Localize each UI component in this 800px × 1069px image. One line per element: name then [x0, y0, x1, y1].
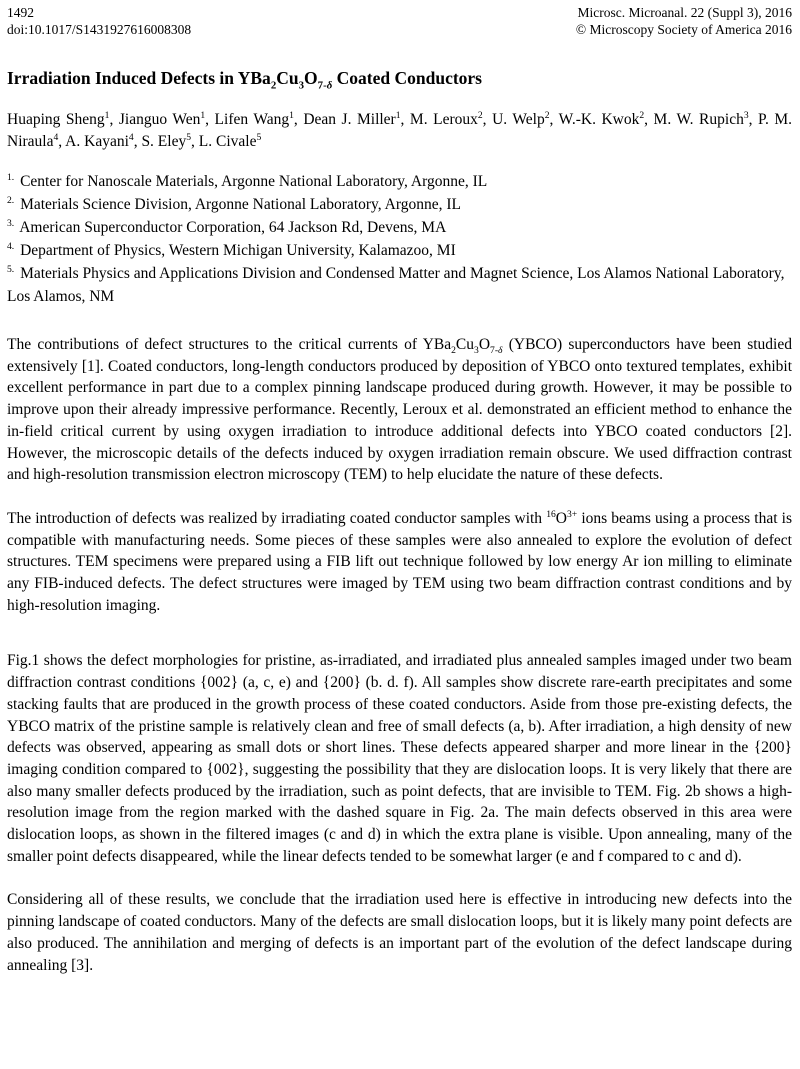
- affiliation-marker: 3.: [7, 217, 15, 229]
- paragraph-4: Considering all of these results, we conclude that the irradiation used here is effective in introducing new defects into the pinning landscape of coated conductors. Many of the defects are small dislocation loops, but it is likely many point defects are also produced. The annihilation and merging of defects is an important part of the evolution of the defect landscape during annealing [3].: [7, 891, 792, 974]
- author-list: Huaping Sheng$^1$, Jianguo Wen$^1$, Lifen Wang$^1$, Dean J. Miller$^1$, M. Leroux$^2$, U. Welp$^2$, W.-K. Kwok$^2$, M. W. Rupich$^3$, P. M. Niraula$^4$, A. Kayani$^4$, S. Eley$^5$, L. Civale$^5$: [7, 109, 792, 150]
- affiliation-1: [7, 170, 792, 193]
- copyright-notice: © Microscopy Society of America 2016: [575, 22, 792, 37]
- affiliation-marker: 4.: [7, 240, 15, 252]
- doi: doi:10.1017/S1431927616008308: [7, 22, 192, 37]
- header-left: [7, 4, 191, 38]
- affiliation-marker: 2.: [7, 194, 15, 206]
- affiliation-5: [7, 262, 792, 308]
- affiliation-3: [7, 216, 792, 239]
- paragraph-1: The contributions of defect structures to the critical currents of $YBa_2Cu_3O_{7-\delta}$ (YBCO) superconductors have been studied extensively [1]. Coated conductors, long-length conductors produced by deposition of YBCO onto textured templates, exhibit excellent performance in part due to a complex pinning landscape produced during growth. However, it may be possible to improve upon their already impressive performance. Recently, Leroux et al. demonstrated an efficient method to enhance the in-field critical current by using oxygen irradiation to introduce additional defects into YBCO coated conductors [2]. However, the microscopic details of the defects induced by oxygen irradiation remain obscure. We used diffraction contrast and high-resolution transmission electron microscopy (TEM) to help elucidate the nature of these defects.: [7, 336, 792, 484]
- affiliation-text: Materials Physics and Applications Division and Condensed Matter and Magnet Science, Los Alamos National Laboratory, Los Alamos, NM: [7, 265, 785, 305]
- affiliation-4: [7, 239, 792, 262]
- affiliation-marker: 5.: [7, 263, 15, 275]
- paper-title: Irradiation Induced Defects in $YBa_2Cu_3O_{7-\delta}$ Coated Conductors: [7, 68, 482, 92]
- affiliation-text: American Superconductor Corporation, 64 Jackson Rd, Devens, MA: [19, 219, 447, 236]
- affiliation-text: Department of Physics, Western Michigan University, Kalamazoo, MI: [20, 242, 456, 259]
- affiliation-text: Center for Nanoscale Materials, Argonne National Laboratory, Argonne, IL: [20, 173, 488, 190]
- paragraph-3: Fig.1 shows the defect morphologies for pristine, as-irradiated, and irradiated plus annealed samples imaged under two beam diffraction contrast conditions {002} (a, c, e) and {200} (b. d. f). All samples show discrete rare-earth precipitates and some stacking faults that are produced in the growth process of these coated conductors. Aside from those pre-existing defects, the YBCO matrix of the pristine sample is relatively clean and free of small defects (a, b). After irradiation, a high density of new defects was observed, appearing as small dots or short lines. These defects appeared sharper and more linear in the {200} imaging condition compared to {002}, suggesting the possibility that they are dislocation loops. It is very likely that there are also many smaller defects produced by the irradiation, such as point defects, that are invisible to TEM. Fig. 2b shows a high-resolution image from the region marked with the dashed square in Fig. 2a. The main defects observed in this area were dislocation loops, as shown in the filtered images (c and d) in which the extra plane is visible. Upon annealing, many of the smaller point defects disappeared, while the linear defects tended to be somewhat larger (e and f compared to c and d).: [7, 652, 792, 865]
- affiliation-text: Materials Science Division, Argonne National Laboratory, Argonne, IL: [20, 196, 462, 213]
- header-right: [576, 4, 792, 38]
- affiliation-marker: 1.: [7, 171, 15, 183]
- page-header: [7, 4, 792, 38]
- paragraph-2: The introduction of defects was realized by irradiating coated conductor samples with $^{16}O^{3+}$ ions beams using a process that is compatible with manufacturing needs. Some pieces of these samples were also annealed to explore the evolution of defect structures. TEM specimens were prepared using a FIB lift out technique followed by low energy Ar ion milling to eliminate any FIB-induced defects. The defect structures were imaged by TEM using two beam diffraction contrast conditions and by high-resolution imaging.: [7, 508, 792, 614]
- page-number: 1492: [7, 5, 34, 20]
- journal-citation: Microsc. Microanal. 22 (Suppl 3), 2016: [577, 5, 792, 20]
- affiliation-2: [7, 193, 792, 216]
- affiliation-list: [7, 170, 792, 308]
